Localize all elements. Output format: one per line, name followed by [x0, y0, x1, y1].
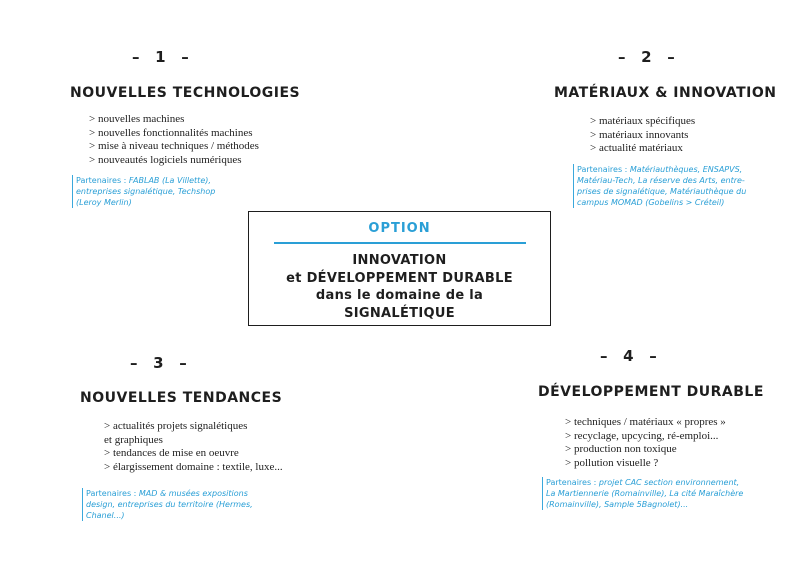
section-2-partners	[573, 164, 762, 208]
list-item: > matériaux innovants	[590, 128, 689, 141]
partners-line: campus MOMAD (Gobelins > Créteil)	[577, 198, 725, 207]
list-item: > mise à niveau techniques / méthodes	[89, 140, 259, 153]
list-item: > nouveautés logiciels numériques	[89, 153, 242, 166]
partners-line: prises de signalétique, Matériauthèque du	[577, 187, 747, 196]
section-1-title: NOUVELLES TECHNOLOGIES	[70, 85, 301, 101]
section-2-title: MATÉRIAUX & INNOVATION	[554, 85, 777, 101]
list-item: et graphiques	[104, 433, 163, 446]
partners-line: FABLAB (La Villette),	[128, 176, 211, 185]
partners-label: Partenaires :	[577, 165, 630, 174]
section-4-list	[565, 416, 726, 470]
list-item: > pollution visuelle ?	[565, 456, 659, 469]
section-3-list	[104, 420, 283, 474]
partners-label: Partenaires :	[76, 176, 129, 185]
partners-line: (Leroy Merlin)	[76, 198, 132, 207]
partners-line: design, entreprises du territoire (Hermes,	[86, 500, 253, 509]
option-box	[248, 211, 551, 326]
list-item: > élargissement domaine : textile, luxe...	[104, 460, 283, 473]
partners-line: MAD & musées expositions	[138, 489, 248, 498]
section-1-partners	[72, 175, 256, 208]
option-title-line: dans le domaine de la	[315, 288, 484, 303]
partners-line: La Martiennerie (Romainville), La cité Maraîchère	[546, 489, 744, 498]
list-item: > nouvelles machines	[89, 113, 185, 125]
partners-line: Matériau-Tech, La réserve des Arts, entre-	[577, 176, 745, 185]
partners-line: Chanel...)	[86, 511, 125, 520]
list-item: > tendances de mise en oeuvre	[104, 447, 239, 460]
list-item: > matériaux spécifiques	[590, 115, 696, 127]
option-title-line: et DÉVELOPPEMENT DURABLE	[286, 270, 513, 286]
partners-line: Matériauthèques, ENSAPVS,	[629, 165, 743, 174]
partners-line: entreprises signalétique, Techshop	[76, 187, 216, 196]
section-3-title: NOUVELLES TENDANCES	[80, 390, 283, 406]
section-3-number: – 3 –	[130, 354, 187, 372]
list-item: > production non toxique	[565, 443, 677, 456]
partners-label: Partenaires :	[86, 489, 139, 498]
partners-line: (Romainville), Sample 5Bagnolet)...	[546, 500, 689, 509]
list-item: > actualité matériaux	[590, 142, 683, 155]
list-item: > techniques / matériaux « propres »	[565, 416, 726, 428]
section-3-partners	[82, 488, 286, 521]
section-4-number: – 4 –	[600, 347, 657, 365]
section-1-number: – 1 –	[132, 48, 189, 66]
section-4-partners	[542, 477, 758, 510]
list-item: > actualités projets signalétiques	[104, 420, 248, 432]
option-title-line: SIGNALÉTIQUE	[344, 305, 455, 321]
section-1-list	[89, 113, 259, 167]
option-title-line: INNOVATION	[352, 253, 447, 268]
list-item: > nouvelles fonctionnalités machines	[89, 126, 253, 139]
option-divider	[274, 242, 526, 244]
section-2-number: – 2 –	[618, 48, 675, 66]
partners-label: Partenaires :	[546, 478, 599, 487]
section-4-title: DÉVELOPPEMENT DURABLE	[538, 384, 764, 400]
option-title	[249, 252, 550, 322]
option-label: OPTION	[368, 221, 431, 236]
list-item: > recyclage, upcycing, ré-emploi...	[565, 429, 719, 442]
partners-line: projet CAC section environnement,	[598, 478, 740, 487]
section-2-list	[590, 115, 695, 156]
